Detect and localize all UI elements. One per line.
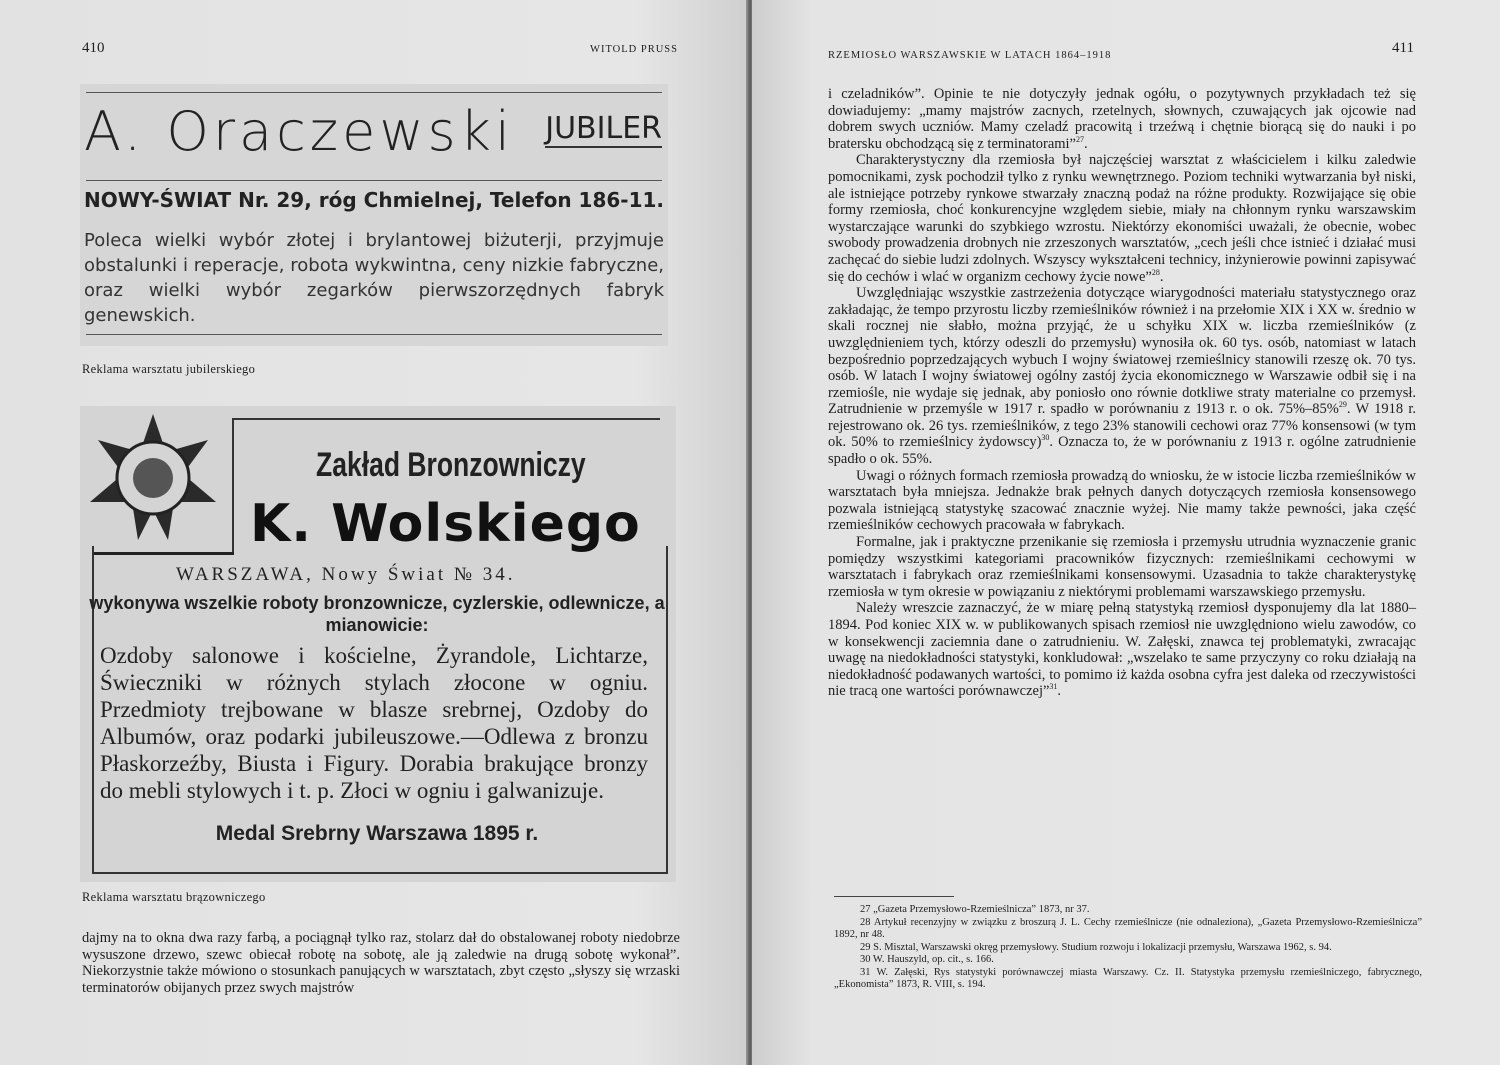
ad-bronze-title: Zakład Bronzowniczy bbox=[316, 446, 586, 484]
ad-top-rule bbox=[86, 92, 662, 93]
body-paragraph-6: Należy wreszcie zaznaczyć, że w miarę pełną statystyką rzemiosł dysponujemy dla lat 1880–1894. Pod koniec XIX w. w publikowanych spisach rzemiosł nie uwzględniono wielu zawodów, co w konsekwencji zaciemnia dane o zatrudnieniu. W. Załęski, znawca tej problematyki, zwracając uwagę na niedokładności statystyki, konkludował: „wszelako te same przyczyny co roku działają na niedokładność podawanych wartości, to pomimo iż każda osobna cyfra jest daleka od rzeczywistości nie tracą one wartości porównawczej”$^{31}$. bbox=[828, 600, 1416, 700]
ad-frame-vertical bbox=[232, 418, 234, 552]
footnote-rule bbox=[834, 896, 954, 897]
guild-seal-icon bbox=[88, 412, 218, 542]
left-body-text bbox=[82, 930, 680, 996]
left-body-paragraph: dajmy na to okna dwa razy farbą, a pociągnął tylko raz, stolarz dał do obstalowanej roboty niedobrze wysuszone drzewo, szewc obiecał robotę na sobotę, ale ją zaledwie na drugą sobotę wykonał”. Niekorzystnie także mówiono o stosunkach panujących w warsztatach, zbyt często „słyszy się wrzaski terminatorów obijanych przez swych majstrów bbox=[82, 930, 680, 996]
ad-frame-top bbox=[232, 418, 660, 420]
body-paragraph-1: i czeladników”. Opinie te nie dotyczyły jednak ogółu, o pozytywnych przykładach też się dowiadujemy: „mamy majstrów zacnych, rzetelnych, słownych, czuwających jak ojcowie nad dobrem swych uczniów. Mamy czeladź pracowitą i trzeźwą i chętnie biorącą się do nauki i po bratersku obchodzącą się z terminatorami”$^{27}$. bbox=[828, 86, 1416, 152]
ad-jeweler-name: A. Oraczewski bbox=[84, 100, 514, 163]
footnotes bbox=[834, 904, 1422, 992]
bronze-workshop-advertisement bbox=[80, 406, 676, 882]
ad-middle-rule bbox=[86, 180, 662, 181]
left-page bbox=[0, 0, 748, 1065]
running-head-right: RZEMIOSŁO WARSZAWSKIE W LATACH 1864–1918 bbox=[828, 50, 1112, 61]
ad-bronze-address: WARSZAWA, Nowy Świat № 34. bbox=[176, 564, 516, 585]
right-body-text bbox=[828, 86, 1416, 700]
body-paragraph-2: Charakterystyczny dla rzemiosła był najczęściej warsztat z właścicielem i kilku zaledwie pomocnikami, zysk pochodził tylko z rynku wewnętrznego. Poziom techniki wytwarzania był niski, ale istniejące potrzeby rynkowe stwarzały znaczną podaż na różne produkty. Rozwijające się obie formy rzemiosła, choć konkurencyjne względem siebie, miały na chłonnym rynku warszawskim wystarczające warunki do szybkiego wzrostu. Niektórzy ekonomiści uważali, że obecnie, wobec swobody prowadzenia drobnych nie zrzeszonych warsztatów, „cech jeśli chce istnieć i działać musi zachęcać do siebie ludzi zdolnych. Wszyscy wykształceni technicy, inżynierowie powinni zapisywać się do cechów i wlać w organizm cechowy życie nowe”$^{28}$. bbox=[828, 152, 1416, 285]
footnote-ref-27: 27 bbox=[1076, 134, 1084, 144]
jeweler-advertisement bbox=[80, 84, 668, 346]
ad-bronze-products: Ozdoby salonowe i kościelne, Żyrandole, Lichtarze, Świeczniki w różnych stylach złocone w ogniu. Przedmioty trejbowane w blasze srebrnej, Ozdoby do Albumów, oraz podarki jubileuszowe.—Odlewa z bronzu Płaskorzeźby, Biusta i Figury. Dorabia brakujące bronzy do mebli stylowych i t. p. Złoci w ogniu i galwanizuje. bbox=[100, 643, 648, 803]
page-number-right: 411 bbox=[1392, 40, 1414, 56]
ad-bronze-owner: K. Wolskiego bbox=[250, 494, 641, 554]
body-paragraph-5: Formalne, jak i praktyczne przenikanie się rzemiosła i przemysłu utrudnia wyznaczenie granic pomiędzy wszystkimi kategoriami pracowników fizycznych: rzemieślnikami cechowymi w warsztatach i fabrykach oraz rzemieślnikami konsensowymi. Uzasadnia to także charakterystykę rzemiosła w tym okresie w powiązaniu z niektórymi problemami warszawskiego przemysłu. bbox=[828, 534, 1416, 600]
footnote-28: 28 Artykuł recenzyjny w związku z broszurą J. L. Cechy rzemieślnicze (nie odnaleziona), „Gazeta Przemysłowo-Rzemieślnicza” 1892, nr 48. bbox=[834, 916, 1422, 940]
caption-jeweler: Reklama warsztatu jubilerskiego bbox=[82, 362, 256, 376]
ad-jeweler-description: Poleca wielki wybór złotej i brylantowej biżuterji, przyjmuje obstalunki i reperacje, robota wykwintna, ceny nizkie fabryczne, oraz wielki wybór zegarków pierwszorzędnych fabryk genewskich. bbox=[84, 230, 664, 326]
body-paragraph-3: Uwzględniając wszystkie zastrzeżenia dotyczące wiarygodności materiału statystycznego oraz zakładając, że tempo przyrostu liczby rzemieślników również i na przełomie XIX i XX w. średnio w skali rocznej nie słabło, można przyjąć, że u schyłku XIX w. liczba rzemieślników (z uwzględnieniem tych, którzy odeszli do przemysłu) wynosiła ok. 60 tys. osób, natomiast w latach bezpośrednio poprzedzających wybuch I wojny światowej rzemieślnicy stanowili rzeszę ok. 70 tys. osób. W latach I wojny światowej ogólny zastój życia ekonomicznego w Warszawie odbił się i na rzemiośle, nie wydaje się jednak, aby poniosło ono równie dotkliwe straty materialne co przemysł. Zatrudnienie w przemyśle w 1917 r. spadło w porównaniu z 1913 r. o ok. 75%–85%$^{29}$. W 1918 r. rejestrowano ok. 26 tys. rzemieślników, z tego 23% stanowili cechowi oraz 77% konsensowi (w tym ok. 50% to rzemieślnicy żydowscy)$^{30}$. Oznacza to, że w porównaniu z 1913 r. ogólne zatrudnienie spadło o ok. 55%. bbox=[828, 285, 1416, 468]
ad-jeweler-address: NOWY-ŚWIAT Nr. 29, róg Chmielnej, Telefon 186-11. bbox=[84, 188, 665, 212]
footnote-ref-29: 29 bbox=[1338, 400, 1347, 410]
footnote-ref-31: 31 bbox=[1049, 682, 1058, 692]
footnote-31: 31 W. Załęski, Rys statystyki porównawczej miasta Warszawy. Cz. II. Statystyka przemysłu rzemieślniczego, fabrycznego, „Ekonomista” 1873, R. VIII, s. 194. bbox=[834, 966, 1422, 990]
footnote-ref-28: 28 bbox=[1151, 267, 1160, 277]
body-paragraph-4: Uwagi o różnych formach rzemiosła prowadzą do wniosku, że w istocie liczba rzemieślników w warsztatach była mniejsza. Jednakże brak pełnych danych dotyczących rzemiosła konsensowego pozwala istniejącą statystykę szacować znacznie wyżej. Nie mamy także pewności, jaka część rzemieślników cechowych pracowała w fabrykach. bbox=[828, 467, 1416, 534]
ad-bronze-medal: Medal Srebrny Warszawa 1895 r. bbox=[215, 822, 539, 845]
ad-jeweler-trade: JUBILER bbox=[545, 111, 662, 146]
footnote-ref-30: 30 bbox=[1041, 433, 1050, 443]
ad-bronze-services: wykonywa wszelkie roboty bronzownicze, cyzlerskie, odlewnicze, a mianowicie: bbox=[89, 593, 665, 635]
caption-bronze: Reklama warsztatu brązowniczego bbox=[82, 890, 266, 904]
page-number-left: 410 bbox=[82, 40, 105, 56]
footnote-30: 30 W. Hauszyld, op. cit., s. 166. bbox=[860, 954, 994, 965]
footnote-29: 29 S. Misztal, Warszawski okręg przemysłowy. Studium rozwoju i lokalizacji przemysłu, Warszawa 1962, s. 94. bbox=[860, 941, 1332, 953]
footnote-27: 27 „Gazeta Przemysłowo-Rzemieślnicza” 1873, nr 37. bbox=[860, 904, 1090, 915]
ad-bottom-rule bbox=[86, 334, 662, 335]
running-head-left: WITOLD PRUSS bbox=[590, 44, 678, 55]
